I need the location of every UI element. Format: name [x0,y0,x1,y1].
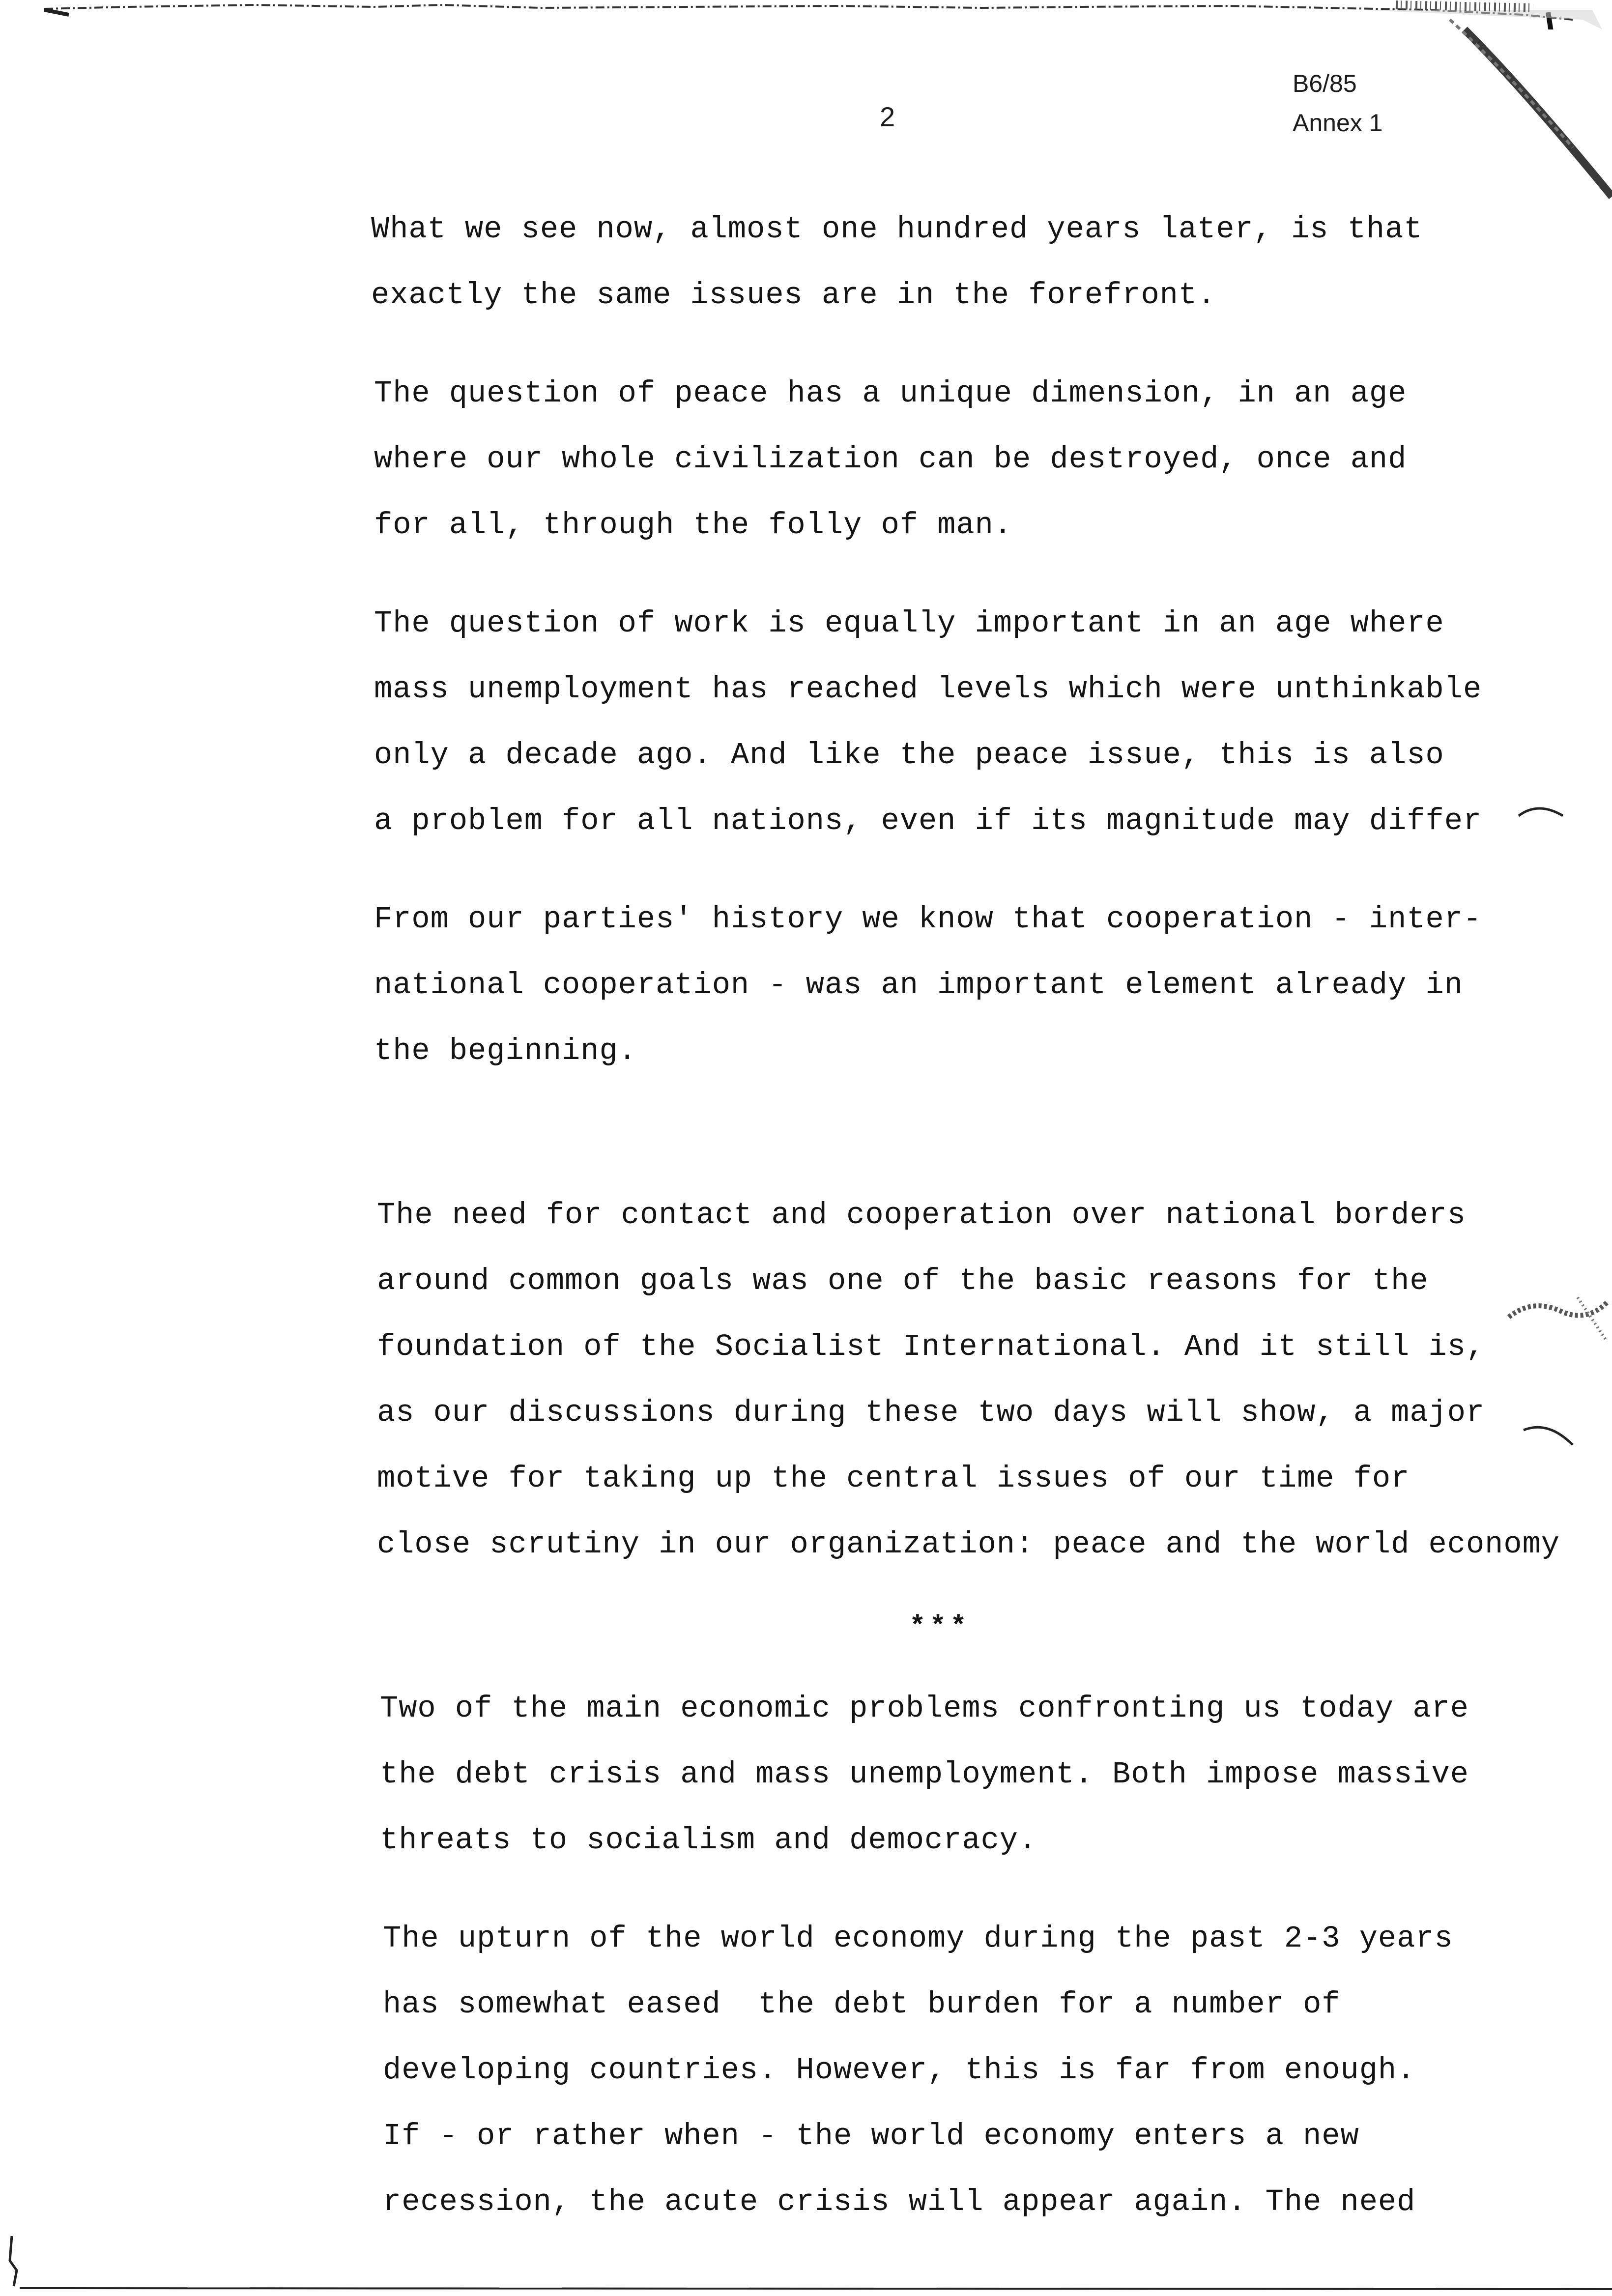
text-line: exactly the same issues are in the forefront. [371,278,1216,313]
text-line: Two of the main economic problems confronting us today are [380,1691,1469,1726]
paragraph [380,1676,1612,1873]
paragraph [374,591,1612,854]
paragraph [371,197,1612,328]
reference-number: B6/85 [1293,70,1357,97]
margin-mark [5,2231,25,2290]
text-line: The upturn of the world economy during the past 2-3 years [383,1921,1453,1956]
text-line: motive for taking up the central issues of our time for [377,1461,1410,1496]
text-line: where our whole civilization can be destroyed, once and [374,442,1407,477]
text-line: foundation of the Socialist International. And it still is, [377,1329,1485,1364]
text-line: The question of peace has a unique dimension, in an age [374,376,1407,411]
text-line: mass unemployment has reached levels which were unthinkable [374,672,1482,707]
text-line: The need for contact and cooperation over national borders [377,1198,1466,1233]
text-line: threats to socialism and democracy. [380,1823,1037,1858]
text-line: national cooperation - was an important element already in [374,968,1463,1003]
text-line: What we see now, almost one hundred years later, is that [371,212,1423,247]
text-line: the beginning. [374,1033,637,1068]
text-line: recession, the acute crisis will appear again. The need [383,2184,1416,2219]
text-line: for all, through the folly of man. [374,508,1013,543]
paragraph [374,887,1612,1084]
paragraph [377,1182,1612,1578]
text-line: has somewhat eased the debt burden for a number of [383,1987,1341,2022]
body-text [371,197,1612,2235]
text-line: the debt crisis and mass unemployment. Both impose massive [380,1757,1469,1792]
section-separator: *** [909,1611,971,1642]
text-line: around common goals was one of the basic reasons for the [377,1263,1429,1298]
text-line: If - or rather when - the world economy enters a new [383,2119,1359,2153]
scan-edge-bottom [0,2275,1612,2296]
text-line: as our discussions during these two days will show, a major [377,1395,1485,1430]
text-line: only a decade ago. And like the peace issue, this is also [374,738,1444,773]
paragraph [374,361,1612,558]
text-line: developing countries. However, this is far from enough. [383,2053,1416,2088]
text-line: close scrutiny in our organization: peace and the world economy [377,1527,1560,1562]
paragraph [383,1906,1612,2235]
page-number: 2 [880,101,895,132]
text-line: The question of work is equally important in an age where [374,606,1444,641]
document-reference [1293,64,1382,143]
text-line: From our parties' history we know that cooperation - inter- [374,902,1482,937]
text-line: a problem for all nations, even if its magnitude may differ [374,804,1482,838]
annex-label: Annex 1 [1293,109,1383,137]
